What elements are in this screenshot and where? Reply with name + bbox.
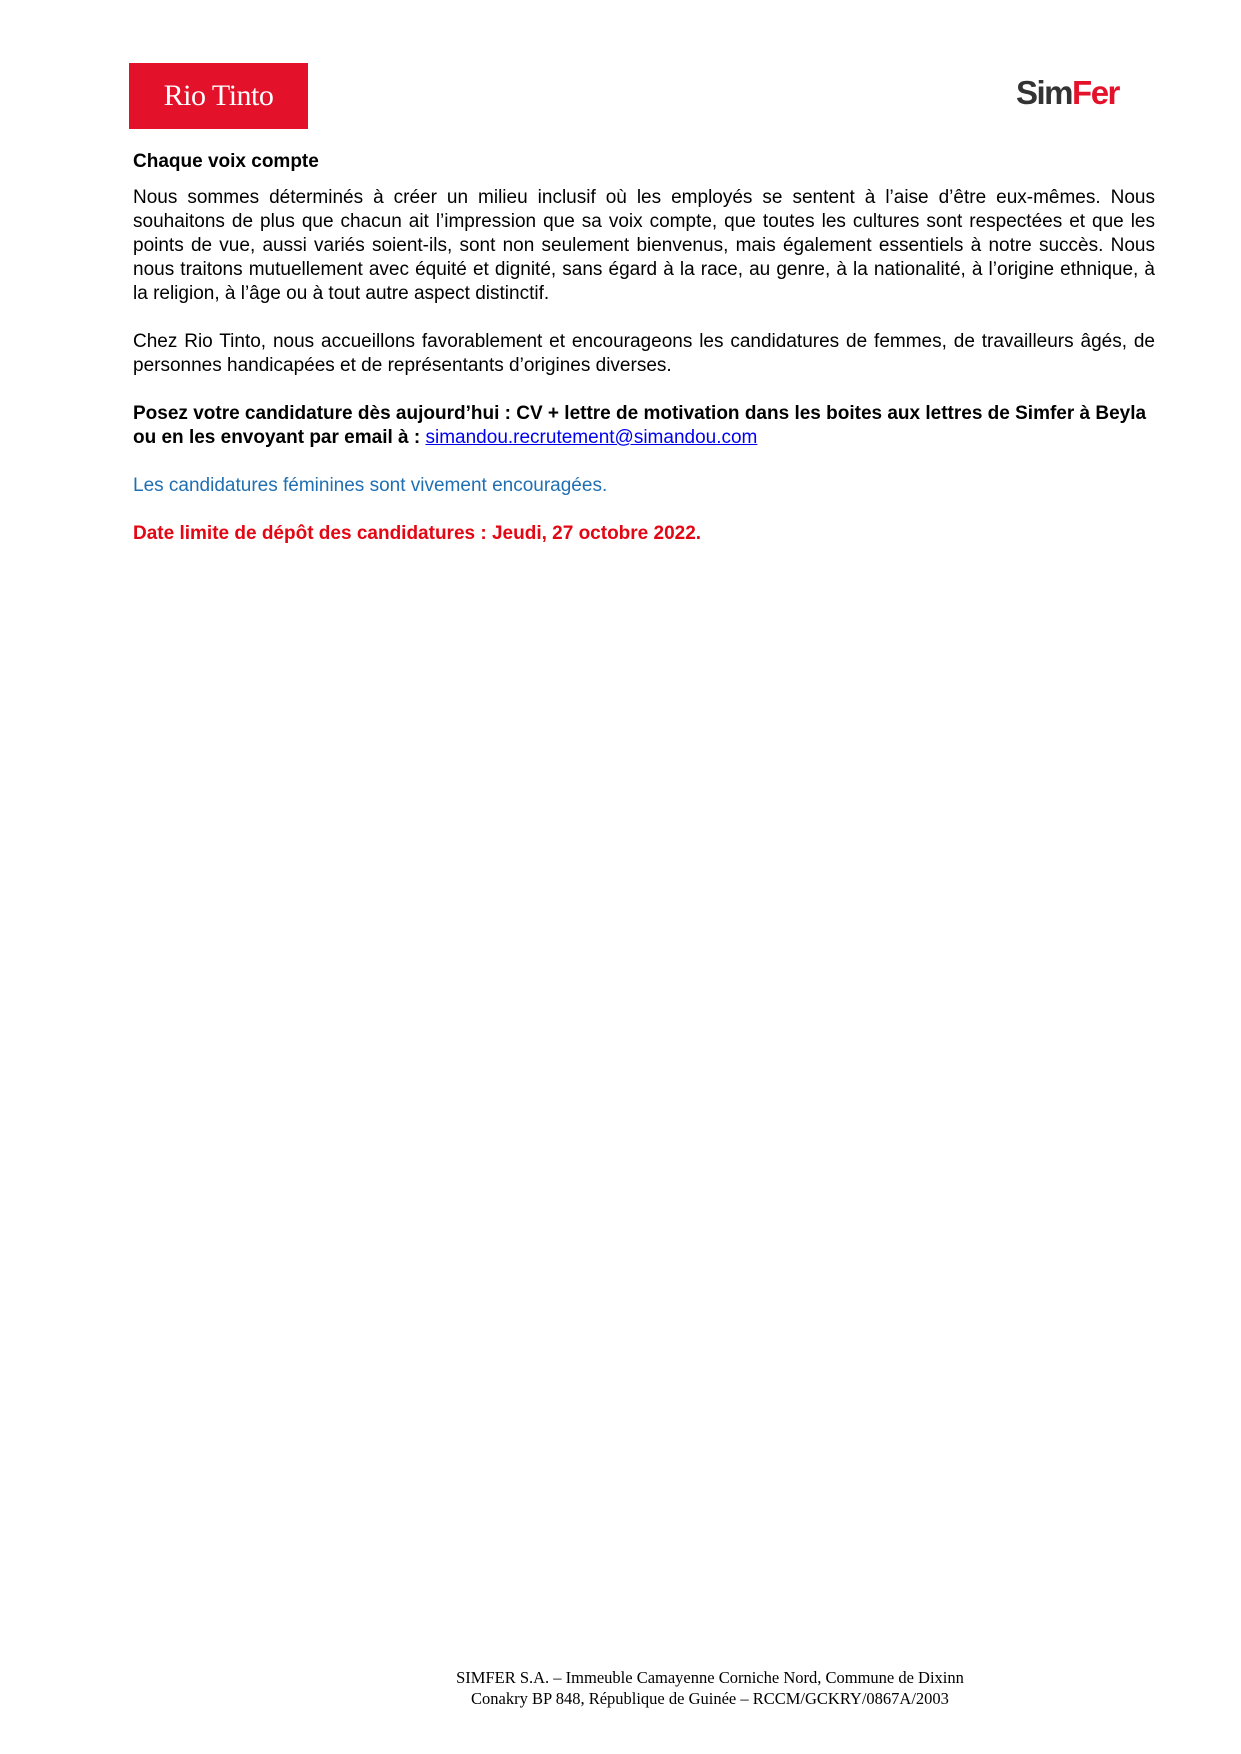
footer-address-line1: SIMFER S.A. – Immeuble Camayenne Corniche Nord, Commune de Dixinn — [456, 1668, 964, 1687]
rio-tinto-logo — [129, 63, 308, 129]
page-footer — [360, 1667, 1060, 1709]
apply-instructions — [133, 402, 1155, 450]
footer-address-line2: Conakry BP 848, République de Guinée – RCCM/GCKRY/0867A/2003 — [471, 1689, 949, 1708]
section-heading: Chaque voix compte — [133, 151, 319, 172]
deadline-notice: Date limite de dépôt des candidatures : Jeudi, 27 octobre 2022. — [133, 523, 702, 544]
simfer-logo — [1016, 76, 1119, 109]
apply-text: Posez votre candidature dès aujourd’hui : CV + lettre de motivation dans les boites aux lettres de Simfer à Beyla ou en les envoyant par email à : — [133, 403, 1147, 448]
email-link[interactable]: simandou.recrutement@simandou.com — [425, 427, 758, 448]
simfer-logo-part2: Fer — [1072, 74, 1119, 111]
document-body — [133, 150, 1155, 546]
simfer-logo-part1: Sim — [1016, 74, 1073, 111]
rio-tinto-logo-text: Rio Tinto — [163, 79, 274, 112]
diversity-paragraph: Chez Rio Tinto, nous accueillons favorablement et encourageons les candidatures de femmes, de travailleurs âgés, de personnes handicapées et de représentants d’origines diverses. — [133, 331, 1155, 376]
encourage-note: Les candidatures féminines sont vivement encouragées. — [133, 475, 608, 496]
inclusion-paragraph: Nous sommes déterminés à créer un milieu inclusif où les employés se sentent à l’aise d’être eux-mêmes. Nous souhaitons de plus que chacun ait l’impression que sa voix compte, que toutes les cultures sont respectées et que les points de vue, aussi variés soient-ils, sont non seulement bienvenus, mais également essentiels à notre succès. Nous nous traitons mutuellement avec équité et dignité, sans égard à la race, au genre, à la nationalité, à l’origine ethnique, à la religion, à l’âge ou à tout autre aspect distinctif. — [133, 187, 1155, 304]
